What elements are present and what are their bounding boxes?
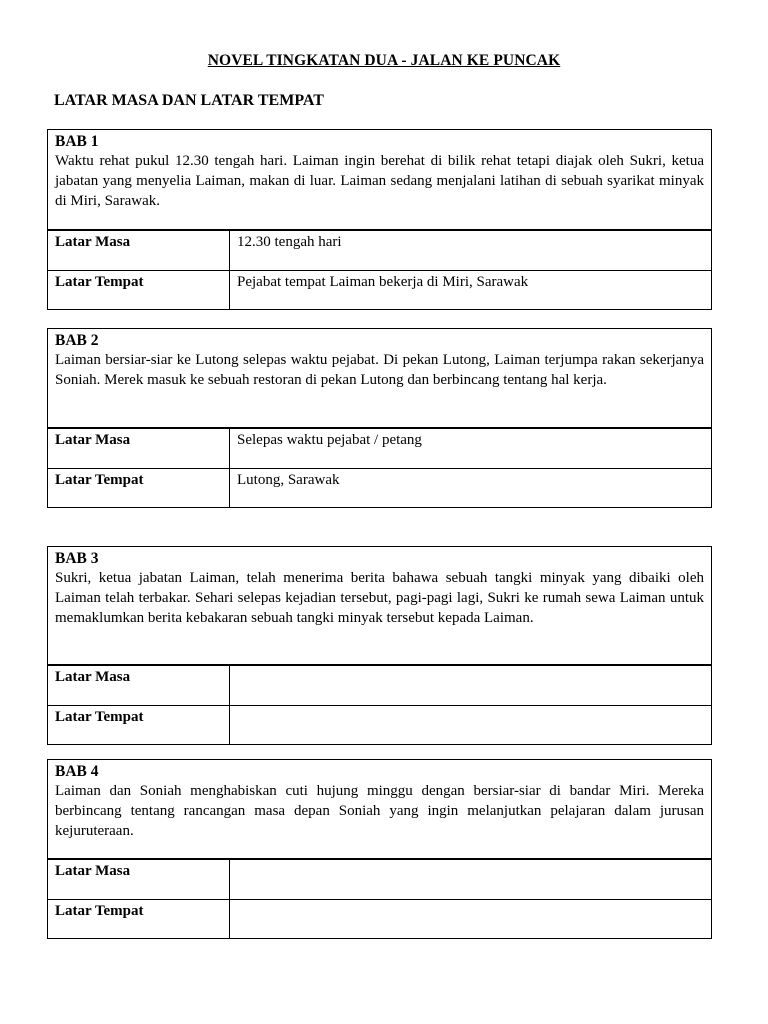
latar-tempat-label: Latar Tempat bbox=[48, 706, 230, 744]
bab-3-text: Sukri, ketua jabatan Laiman, telah menerima berita bahawa sebuah tangki minyak yang dibaiki oleh Laiman telah terbakar. Sehari selepas kejadian tersebut, pagi-pagi lagi, Sukri ke rumah sewa Laiman untuk memaklumkan berita kebakaran sebuah tangki minyak tersebut kepada Laiman. bbox=[55, 570, 704, 626]
bab-1-latar-tempat-row bbox=[48, 270, 711, 309]
bab-4-text: Laiman dan Soniah menghabiskan cuti hujung minggu dengan bersiar-siar di bandar Miri. Mereka berbincang tentang rancangan masa depan Soniah yang ingin melanjutkan pelajaran dalam jurusan kejuruteraan. bbox=[55, 783, 704, 839]
bab-4-latar-tempat-row bbox=[48, 899, 711, 938]
latar-masa-label: Latar Masa bbox=[48, 666, 230, 705]
bab-4-latar-masa-row bbox=[48, 859, 711, 899]
latar-tempat-label: Latar Tempat bbox=[48, 469, 230, 507]
latar-tempat-value[interactable] bbox=[230, 900, 711, 938]
latar-tempat-value: Pejabat tempat Laiman bekerja di Miri, Sarawak bbox=[237, 274, 529, 290]
bab-3-latar-masa-row bbox=[48, 665, 711, 705]
latar-masa-value[interactable] bbox=[230, 666, 711, 705]
bab-1-summary bbox=[48, 130, 711, 230]
latar-tempat-value: Lutong, Sarawak bbox=[237, 472, 340, 488]
bab-4-summary bbox=[48, 760, 711, 859]
bab-2-latar-masa-row bbox=[48, 428, 711, 468]
latar-tempat-label: Latar Tempat bbox=[48, 271, 230, 309]
bab-2-summary bbox=[48, 329, 711, 428]
bab-1-text: Waktu rehat pukul 12.30 tengah hari. Laiman ingin berehat di bilik rehat tetapi diajak oleh Sukri, ketua jabatan yang menyelia Laiman, makan di luar. Laiman sedang menjalani latihan di sebuah syarikat minyak di Miri, Sarawak. bbox=[55, 153, 704, 209]
latar-masa-label: Latar Masa bbox=[48, 860, 230, 899]
bab-2-table bbox=[47, 328, 712, 508]
latar-masa-value: 12.30 tengah hari bbox=[237, 234, 342, 250]
latar-masa-value[interactable] bbox=[230, 860, 711, 899]
bab-2-latar-tempat-row bbox=[48, 468, 711, 507]
bab-2-text: Laiman bersiar-siar ke Lutong selepas waktu pejabat. Di pekan Lutong, Laiman terjumpa rakan sekerjanya Soniah. Merek masuk ke sebuah restoran di pekan Lutong dan berbincang tentang hal kerja. bbox=[55, 352, 704, 388]
bab-4-table bbox=[47, 759, 712, 939]
latar-tempat-label: Latar Tempat bbox=[48, 900, 230, 938]
latar-masa-label: Latar Masa bbox=[48, 429, 230, 468]
document-subtitle: LATAR MASA DAN LATAR TEMPAT bbox=[54, 92, 324, 109]
bab-3-table bbox=[47, 546, 712, 745]
bab-4-title: BAB 4 bbox=[55, 763, 99, 780]
document-title: NOVEL TINGKATAN DUA - JALAN KE PUNCAK bbox=[207, 52, 561, 69]
bab-2-title: BAB 2 bbox=[55, 332, 99, 349]
latar-tempat-value[interactable] bbox=[230, 706, 711, 744]
latar-masa-value: Selepas waktu pejabat / petang bbox=[237, 432, 422, 448]
bab-1-table bbox=[47, 129, 712, 310]
bab-3-latar-tempat-row bbox=[48, 705, 711, 744]
latar-masa-label: Latar Masa bbox=[48, 231, 230, 270]
bab-3-title: BAB 3 bbox=[55, 550, 99, 567]
bab-3-summary bbox=[48, 547, 711, 665]
bab-1-title: BAB 1 bbox=[55, 133, 99, 150]
bab-1-latar-masa-row bbox=[48, 230, 711, 270]
